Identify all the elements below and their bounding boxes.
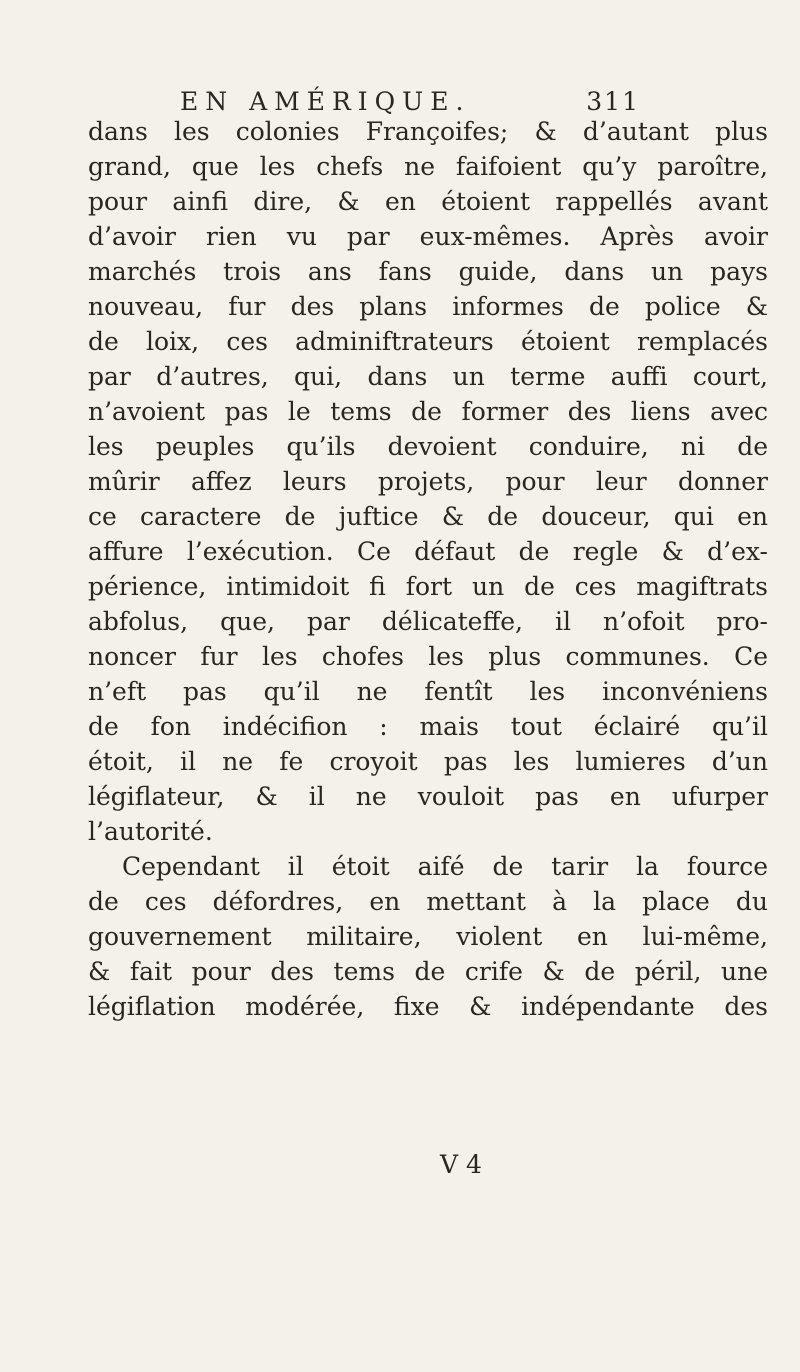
body-text <box>88 114 768 1024</box>
paragraph-start-line: Cependant il étoit aifé de tarir la fource <box>122 852 768 881</box>
text-line: n’avoient pas le tems de former des liens avec <box>88 397 768 426</box>
text-line: de ces défordres, en mettant à la place du <box>88 887 768 916</box>
text-line: légiflateur, & il ne vouloit pas en ufurper <box>88 782 768 811</box>
text-line: mûrir affez leurs projets, pour leur donner <box>88 467 768 496</box>
text-line: noncer fur les chofes les plus communes. Ce <box>88 642 768 671</box>
text-line: gouvernement militaire, violent en lui-même, <box>88 922 768 951</box>
text-line: étoit, il ne fe croyoit pas les lumieres d’un <box>88 747 768 776</box>
text-line: pour ainfi dire, & en étoient rappellés avant <box>88 187 768 216</box>
text-line: nouveau, fur des plans informes de police & <box>88 292 768 321</box>
text-line: marchés trois ans fans guide, dans un pays <box>88 257 768 286</box>
text-line: & fait pour des tems de crife & de péril, une <box>88 957 768 986</box>
text-line: grand, que les chefs ne faifoient qu’y paroître, <box>88 152 768 181</box>
text-line: abfolus, que, par délicateffe, il n’ofoit pro- <box>88 607 768 636</box>
running-title: EN AMÉRIQUE. <box>180 87 471 116</box>
text-line: n’eft pas qu’il ne fentît les inconvéniens <box>88 677 768 706</box>
text-line: de fon indécifion : mais tout éclairé qu’il <box>88 712 768 741</box>
text-line: par d’autres, qui, dans un terme auffi court, <box>88 362 768 391</box>
text-line: légiflation modérée, fixe & indépendante des <box>88 992 768 1021</box>
text-line: ce caractere de juftice & de douceur, qui en <box>88 502 768 531</box>
signature-mark: V 4 <box>440 1150 482 1179</box>
text-line: les peuples qu’ils devoient conduire, ni de <box>88 432 768 461</box>
page-number: 311 <box>586 87 640 116</box>
text-line: affure l’exécution. Ce défaut de regle & d’ex- <box>88 537 768 566</box>
text-line: d’avoir rien vu par eux-mêmes. Après avoir <box>88 222 768 251</box>
text-line: dans les colonies Françoifes; & d’autant plus <box>88 117 768 146</box>
text-line: de loix, ces adminiftrateurs étoient remplacés <box>88 327 768 356</box>
paragraph-end-line: l’autorité. <box>88 817 213 846</box>
text-line: périence, intimidoit fi fort un de ces magiftrats <box>88 572 768 601</box>
